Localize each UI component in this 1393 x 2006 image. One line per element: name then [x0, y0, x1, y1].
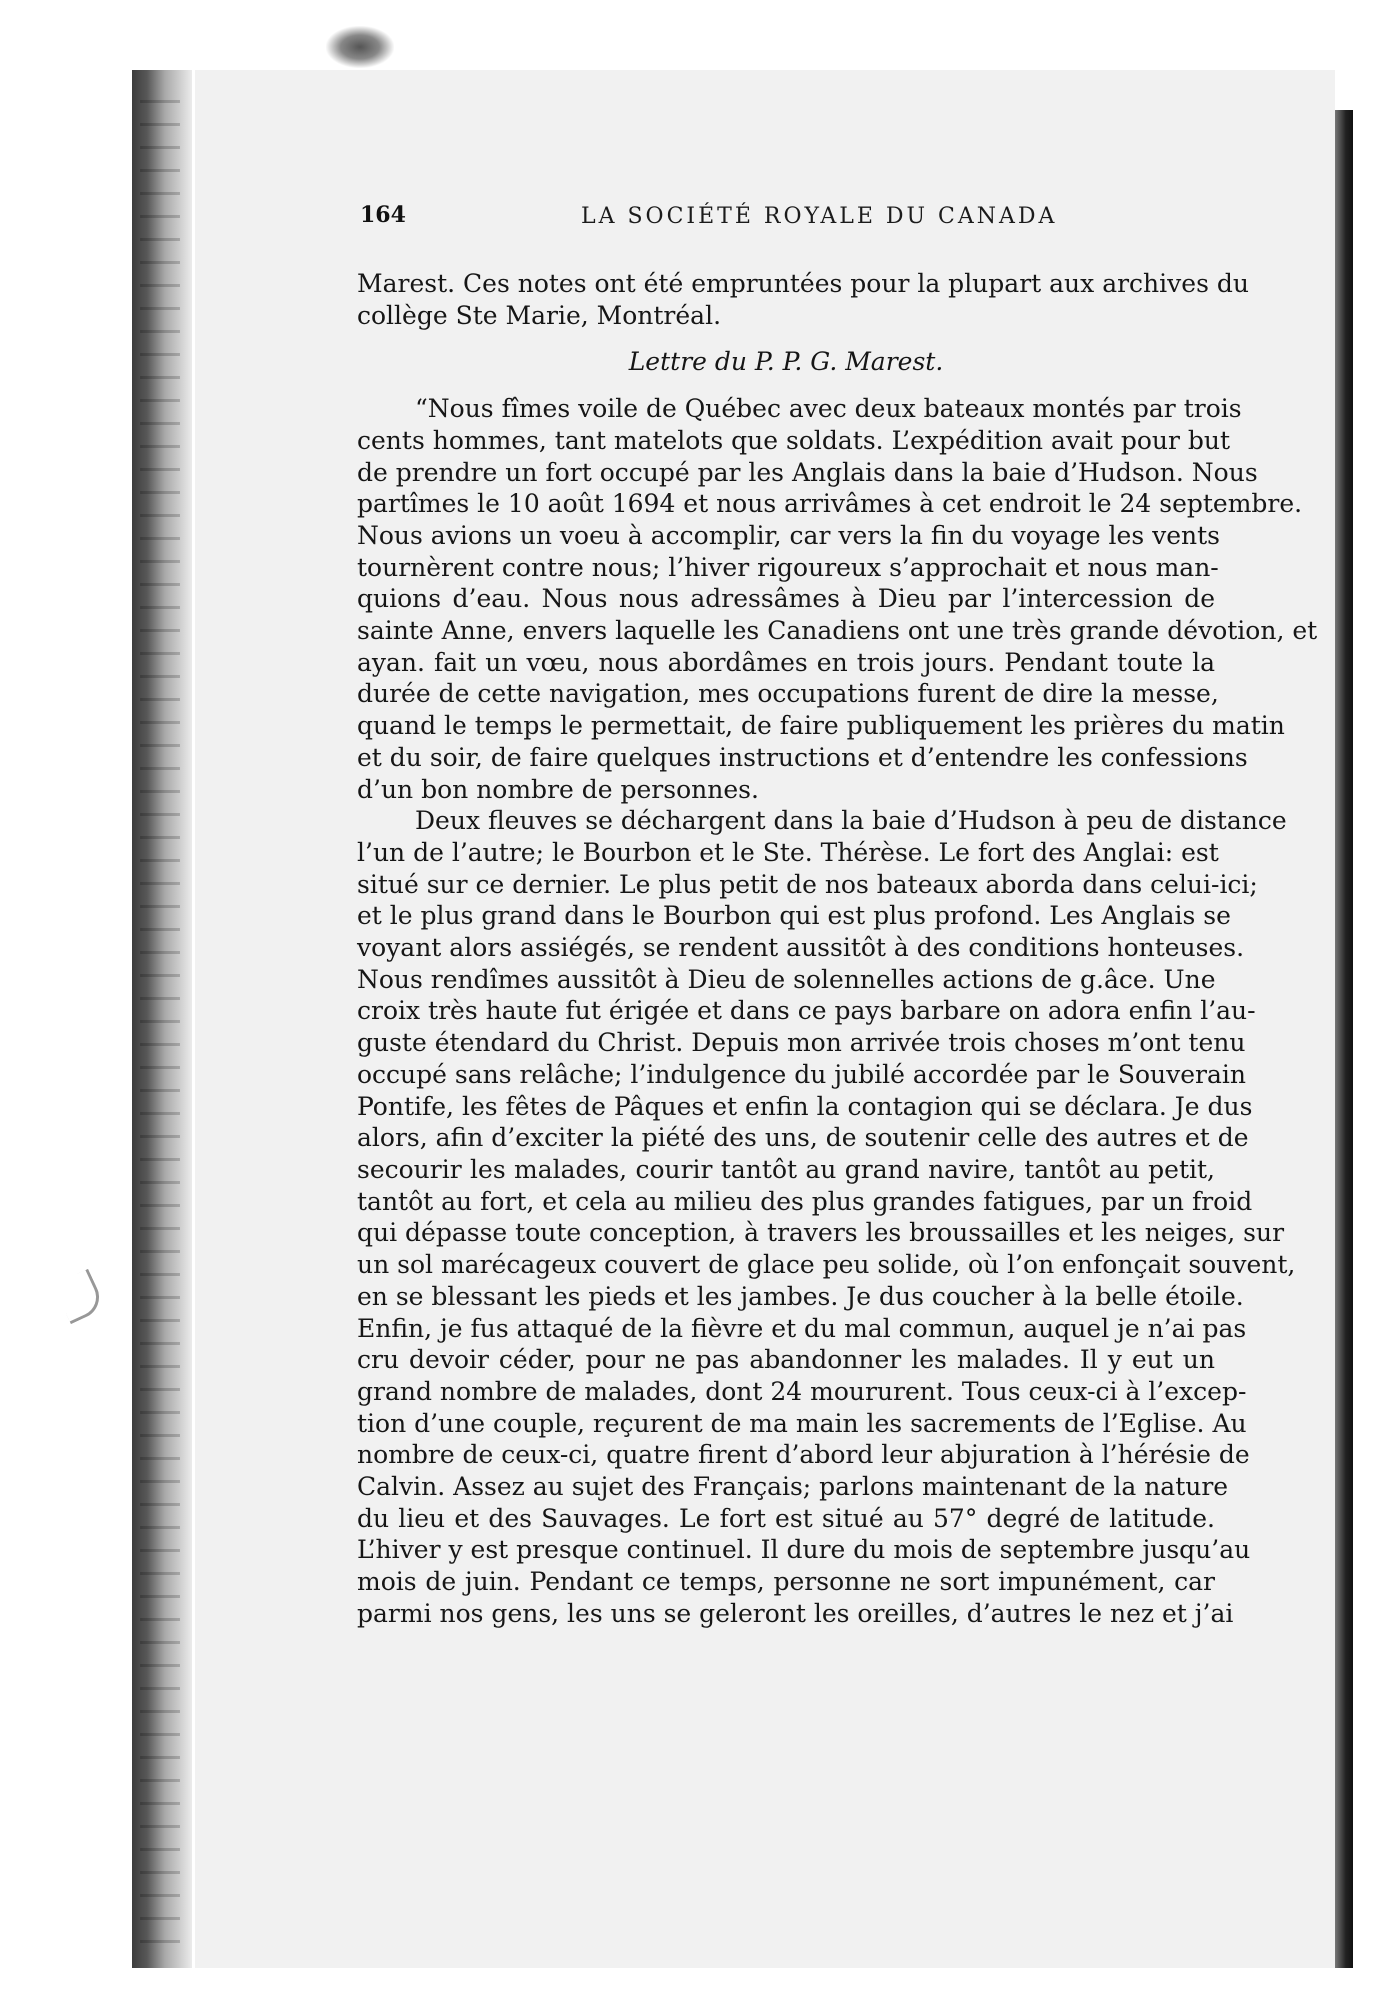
text-line: secourir les malades, courir tantôt au grand navire, tantôt au petit,	[357, 1154, 1215, 1184]
text-line: un sol marécageux couvert de glace peu solide, où l’on enfonçait souvent,	[357, 1250, 1296, 1280]
text-line: sainte Anne, envers laquelle les Canadiens ont une très grande dévotion, et	[357, 616, 1318, 646]
text-line: quand le temps le permettait, de faire publiquement les prières du matin	[357, 711, 1285, 741]
text-line: tantôt au fort, et cela au milieu des plus grandes fatigues, par un froid	[357, 1186, 1253, 1216]
running-header-title: LA SOCIÉTÉ ROYALE DU CANADA	[581, 204, 1058, 229]
text-line: partîmes le 10 août 1694 et nous arrivâmes à cet endroit le 24 septembre.	[357, 489, 1303, 519]
text-line: parmi nos gens, les uns se geleront les oreilles, d’autres le nez et j’ai	[357, 1598, 1234, 1628]
text-line: l’un de l’autre; le Bourbon et le Ste. Thérèse. Le fort des Anglai: est	[357, 837, 1219, 867]
text-line: d’un bon nombre de personnes.	[357, 774, 759, 804]
binding-texture	[140, 100, 180, 1950]
text-line: Deux fleuves se déchargent dans la baie d’Hudson à peu de distance	[415, 806, 1287, 836]
page-right-edge	[1335, 110, 1353, 1970]
scan-smudge	[326, 26, 394, 68]
text-line: Marest. Ces notes ont été empruntées pour la plupart aux archives du	[357, 269, 1249, 298]
text-line: Nous rendîmes aussitôt à Dieu de solennelles actions de g.âce. Une	[357, 964, 1216, 994]
text-line: quions d’eau. Nous nous adressâmes à Dieu par l’intercession de	[357, 584, 1215, 614]
text-line: guste étendard du Christ. Depuis mon arrivée trois choses m’ont tenu	[357, 1028, 1246, 1058]
text-line: et du soir, de faire quelques instructions et d’entendre les confessions	[357, 742, 1248, 772]
text-line: croix très haute fut érigée et dans ce pays barbare on adora enfin l’au-	[357, 996, 1256, 1026]
text-line: Enfin, je fus attaqué de la fièvre et du mal commun, auquel je n’ai pas	[357, 1313, 1247, 1343]
text-line: tournèrent contre nous; l’hiver rigoureux s’approchait et nous man-	[357, 552, 1219, 582]
text-line: ayan. fait un vœu, nous abordâmes en trois jours. Pendant toute la	[357, 647, 1215, 677]
text-line: L’hiver y est presque continuel. Il dure du mois de septembre jusqu’au	[357, 1535, 1251, 1565]
paragraph-2	[357, 805, 1296, 1629]
text-line: du lieu et des Sauvages. Le fort est situé au 57° degré de latitude.	[357, 1503, 1215, 1533]
text-line: collège Ste Marie, Montréal.	[357, 300, 722, 330]
letter-heading: Lettre du P. P. G. Marest.	[628, 347, 944, 377]
text-line: Pontife, les fêtes de Pâques et enfin la contagion qui se déclara. Je dus	[357, 1091, 1253, 1121]
text-line: en se blessant les pieds et les jambes. Je dus coucher à la belle étoile.	[357, 1281, 1244, 1311]
text-line: grand nombre de malades, dont 24 moururent. Tous ceux-ci à l’excep-	[357, 1376, 1247, 1406]
text-line: situé sur ce dernier. Le plus petit de nos bateaux aborda dans celui-ici;	[357, 869, 1258, 899]
body-text	[357, 268, 1318, 1630]
paragraph-1	[357, 393, 1318, 805]
text-line: cents hommes, tant matelots que soldats. L’expédition avait pour but	[357, 425, 1231, 455]
text-line: voyant alors assiégés, se rendent aussitôt à des conditions honteuses.	[357, 933, 1245, 963]
text-line: qui dépasse toute conception, à travers les broussailles et les neiges, sur	[357, 1218, 1285, 1248]
text-line: Calvin. Assez au sujet des Français; parlons maintenant de la nature	[357, 1472, 1229, 1502]
scan-bottom-margin	[130, 1968, 1353, 2006]
text-line: tion d’une couple, reçurent de ma main les sacrements de l’Eglise. Au	[357, 1408, 1247, 1438]
text-line: durée de cette navigation, mes occupations furent de dire la messe,	[357, 679, 1219, 709]
text-line: alors, afin d’exciter la piété des uns, de soutenir celle des autres et de	[357, 1123, 1249, 1153]
page-number: 164	[360, 202, 406, 228]
text-line: de prendre un fort occupé par les Anglais dans la baie d’Hudson. Nous	[357, 457, 1258, 487]
text-line: cru devoir céder, pour ne pas abandonner les malades. Il y eut un	[357, 1345, 1215, 1375]
text-line: mois de juin. Pendant ce temps, personne ne sort impunément, car	[357, 1567, 1215, 1597]
text-line: occupé sans relâche; l’indulgence du jubilé accordée par le Souverain	[357, 1059, 1246, 1089]
intro-paragraph	[357, 268, 1249, 331]
text-line: et le plus grand dans le Bourbon qui est plus profond. Les Anglais se	[357, 901, 1231, 931]
text-line: nombre de ceux-ci, quatre firent d’abord leur abjuration à l’hérésie de	[357, 1440, 1250, 1470]
text-line: “Nous fîmes voile de Québec avec deux bateaux montés par trois	[415, 394, 1242, 424]
text-line: Nous avions un voeu à accomplir, car vers la fin du voyage les vents	[357, 520, 1221, 550]
